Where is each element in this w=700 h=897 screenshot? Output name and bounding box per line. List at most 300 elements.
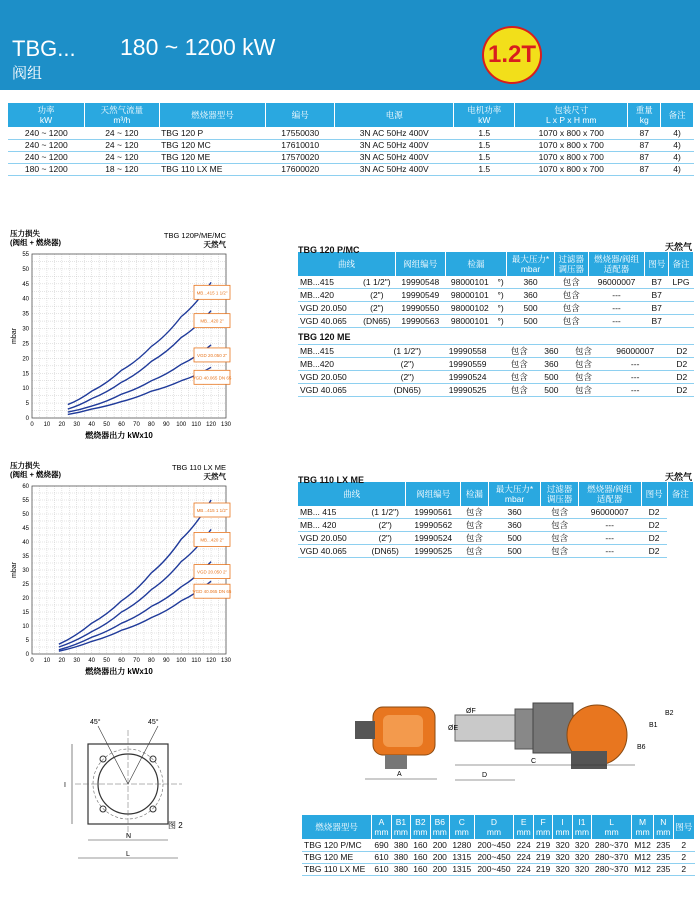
header-subtitle: 阀组	[12, 65, 43, 82]
valve-table-2-cell: D2	[641, 519, 667, 532]
valve-table-1-sub-cell: 500	[536, 384, 566, 397]
valve-table-2-cell: MB... 415	[298, 506, 365, 519]
chart-ytick: 25	[22, 582, 29, 588]
chart-ytick: 40	[22, 296, 29, 303]
model-title: TBG...	[12, 36, 76, 61]
dimension-table-cell: 200	[430, 863, 449, 875]
chart-ylabel-top2: (阀组 + 燃烧器)	[10, 470, 62, 479]
model-table-cell: 240 ~ 1200	[8, 127, 85, 139]
valve-table-2-cell: 19990562	[406, 519, 461, 532]
valve-table-1-cell: VGD 20.050	[298, 302, 358, 315]
dimension-table-header: N mm	[654, 815, 673, 839]
valve-table-header: 图号	[645, 252, 669, 276]
chart-title: TBG 110 LX ME	[171, 463, 226, 472]
model-table-header: 功率 kW	[8, 103, 85, 127]
chart-series-line	[59, 500, 211, 644]
model-table-cell: 240 ~ 1200	[8, 139, 85, 151]
model-table-cell: TBG 120 P	[159, 127, 266, 139]
chart-ytick: 10	[22, 624, 29, 630]
chart-xtick: 120	[206, 658, 217, 664]
chart-xtick: 50	[103, 658, 110, 664]
angle-label-left: 45°	[90, 719, 101, 726]
dimension-table-header: E mm	[514, 815, 533, 839]
valve-table-1-cell: ---	[588, 315, 645, 328]
dimension-table-header: I1 mm	[572, 815, 591, 839]
dimension-table-cell: 380	[391, 863, 410, 875]
valve-table-1-cell: ---	[588, 289, 645, 302]
angle-line	[128, 726, 158, 784]
dimension-table-cell: 235	[654, 839, 673, 851]
model-table-cell: 87	[628, 151, 661, 163]
valve-table-1-sub-cell: 包含	[566, 358, 601, 371]
valve-table-header: 阀组编号	[406, 482, 461, 506]
chart-ytick: 5	[25, 401, 29, 408]
chart-xtick: 110	[191, 658, 201, 664]
dimension-table-cell: 2	[673, 863, 695, 875]
dimension-table-cell: 200~450	[474, 863, 514, 875]
model-table-cell: 1.5	[454, 139, 515, 151]
chart-series-label: MB...415 1 1/2"	[196, 508, 228, 513]
valve-table-1-sub-cell: (2")	[381, 371, 433, 384]
chart-ylabel-top2: (阀组 + 燃烧器)	[10, 238, 62, 247]
chart-series-label: MB...420 2"	[200, 318, 224, 324]
valve-table-1-row	[298, 302, 694, 315]
dimension-table-cell: 219	[533, 863, 552, 875]
valve-table-1-cell	[669, 289, 694, 302]
chart-xtick: 30	[73, 422, 81, 428]
capacity-badge: 1.2T	[482, 26, 542, 84]
valve-table-1-cell: (1 1/2")	[358, 276, 395, 289]
valve-table-1-cell: B7	[645, 289, 669, 302]
model-table-cell: 24 ~ 120	[85, 151, 160, 163]
dimension-table-cell: 2	[673, 839, 695, 851]
dimension-table-cell: 320	[572, 851, 591, 863]
angle-label-right: 45°	[148, 719, 159, 726]
valve-table-1-sub-title: TBG 120 ME	[298, 332, 351, 342]
chart-ytick: 15	[22, 610, 29, 616]
valve-table-1-title: TBG 120 P/MC	[298, 245, 360, 255]
valve-table-2-cell: 包含	[461, 532, 489, 545]
dimension-table-cell: 1280	[450, 839, 475, 851]
valve-table-header: 检漏	[445, 252, 507, 276]
chart-ytick: 55	[22, 252, 29, 258]
model-table-cell: 87	[628, 139, 661, 151]
valve-table-header: 备注	[669, 252, 694, 276]
valve-table-1-cell: VGD 40.065	[298, 315, 358, 328]
dimension-table-header: F mm	[533, 815, 552, 839]
valve-table-1-cell: 19990550	[396, 302, 446, 315]
dim-l: L	[126, 851, 130, 858]
chart-xtick: 100	[176, 422, 187, 428]
valve-table-1-cell: 包含	[554, 289, 588, 302]
valve-table-1-cell: 360	[507, 289, 555, 302]
model-table	[8, 103, 694, 176]
valve-table-1-cell: MB...420	[298, 289, 358, 302]
chart-ytick: 30	[22, 326, 29, 333]
valve-table-2-cell: 19990561	[406, 506, 461, 519]
dim-n: N	[126, 833, 132, 840]
dimension-table-cell: 610	[372, 851, 391, 863]
valve-table-1-sub-cell: ---	[601, 358, 670, 371]
valve-table-1-cell: (DN65)	[358, 315, 395, 328]
valve-table-2-cell: 500	[488, 545, 541, 558]
dimension-table-cell: 610	[372, 863, 391, 875]
valve-table-1-cell: °)	[495, 289, 507, 302]
chart-series-line	[68, 282, 211, 404]
power-range: 180 ~ 1200 kW	[120, 34, 276, 60]
valve-table-1-sub-cell: D2	[670, 371, 695, 384]
valve-table-1-sub-cell: 包含	[566, 345, 601, 358]
model-table-cell: 1.5	[454, 163, 515, 175]
model-table-header: 燃烧器型号	[159, 103, 266, 127]
chart-xtick: 80	[148, 658, 155, 664]
dimension-table-cell: 160	[411, 839, 430, 851]
model-table-cell: 1.5	[454, 127, 515, 139]
model-table-row	[8, 139, 694, 151]
valve-table-2-cell: 包含	[461, 506, 489, 519]
chart-ytick: 15	[22, 371, 29, 378]
pressure-chart-tbg120	[8, 228, 238, 446]
dimension-table-cell: 280~370	[592, 863, 632, 875]
valve-table-header: 过滤器 调压器	[541, 482, 578, 506]
model-table-cell: 1.5	[454, 151, 515, 163]
model-table-cell: TBG 110 LX ME	[159, 163, 266, 175]
dimension-table-cell: 200~450	[474, 851, 514, 863]
dimension-table-header: B2 mm	[411, 815, 430, 839]
dimension-table-cell: TBG 120 ME	[302, 851, 372, 863]
valve-table-1-sub-cell: 包含	[502, 345, 537, 358]
valve-table-1-cell: 360	[507, 276, 555, 289]
valve-table-1-cell: 98000101	[445, 315, 495, 328]
model-table-cell: 87	[628, 163, 661, 175]
chart-xtick: 40	[88, 422, 96, 428]
burner-gas-port	[385, 755, 407, 769]
valve-table-2-row	[298, 506, 694, 519]
bolt-hole	[100, 806, 106, 812]
dimension-table-cell: 320	[553, 839, 572, 851]
model-table-cell: 17610010	[266, 139, 334, 151]
dimension-table-cell: 200	[430, 851, 449, 863]
chart-series-line	[59, 529, 211, 647]
dimension-table-header: C mm	[450, 815, 475, 839]
model-table-cell: 1070 x 800 x 700	[515, 163, 628, 175]
chart-ytick: 20	[22, 356, 29, 363]
dimension-table-cell: 224	[514, 863, 533, 875]
dim-a: A	[397, 771, 402, 778]
valve-table-2-row	[298, 545, 694, 558]
chart-xtick: 10	[43, 422, 51, 428]
dimension-table-cell: 1315	[450, 851, 475, 863]
dimension-table-header: M mm	[632, 815, 654, 839]
dimension-table-header: 图号	[673, 815, 695, 839]
pressure-chart-tbg110	[8, 460, 238, 682]
valve-table-1-sub-cell: (2")	[381, 358, 433, 371]
valve-table-2-cell: VGD 20.050	[298, 532, 365, 545]
chart-xtick: 130	[220, 422, 232, 428]
valve-table-header: 燃烧器/阀组 适配器	[578, 482, 641, 506]
valve-table-2-cell: 包含	[541, 532, 578, 545]
chart-xlabel: 燃烧器出力 kWx10	[85, 431, 153, 440]
dimension-table-cell: 380	[391, 851, 410, 863]
valve-table-1-cell	[669, 302, 694, 315]
valve-table-2-cell: 360	[488, 519, 541, 532]
valve-table-1-cell: 500	[507, 302, 555, 315]
chart-ytick: 0	[25, 416, 29, 422]
model-table-cell: 1070 x 800 x 700	[515, 139, 628, 151]
valve-table-header: 图号	[641, 482, 667, 506]
chart-xtick: 60	[118, 422, 125, 428]
valve-table-1-cell: 包含	[554, 315, 588, 328]
valve-table-1-row	[298, 315, 694, 328]
valve-table-2-cell: MB... 420	[298, 519, 365, 532]
valve-table-1-sub-cell: 包含	[566, 371, 601, 384]
model-table-header: 备注	[661, 103, 694, 127]
chart-series-label: MB...420 2"	[200, 537, 224, 543]
chart-title: TBG 120P/ME/MC	[163, 231, 226, 240]
valve-table-1-cell: 19990549	[396, 289, 446, 302]
dimension-table-cell: TBG 110 LX ME	[302, 863, 372, 875]
chart-ytick: 5	[25, 638, 29, 644]
model-table-cell: 4)	[661, 163, 694, 175]
valve-table-1-sub-cell: (DN65)	[381, 384, 433, 397]
valve-table-header: 曲线	[298, 482, 406, 506]
valve-table-1-sub-cell: 96000007	[601, 345, 670, 358]
chart-ytick: 60	[22, 484, 29, 490]
valve-table-header: 燃烧器/阀组 适配器	[588, 252, 645, 276]
dimension-table-cell: 320	[553, 851, 572, 863]
valve-table-1-sub-cell: MB...415	[298, 345, 381, 358]
valve-table-1-cell: 98000101	[445, 276, 495, 289]
valve-table-2-cell: ---	[578, 545, 641, 558]
valve-table-1-cell: B7	[645, 276, 669, 289]
dimension-table-header: 燃烧器型号	[302, 815, 372, 839]
chart-xtick: 80	[148, 422, 155, 428]
dimension-table-header: A mm	[372, 815, 391, 839]
page-header	[0, 0, 700, 90]
chart-xtick: 50	[103, 422, 110, 428]
dimension-table-cell: 235	[654, 851, 673, 863]
model-table-cell: 24 ~ 120	[85, 139, 160, 151]
valve-table-2-cell: (1 1/2")	[365, 506, 406, 519]
dimension-table-header: B6 mm	[430, 815, 449, 839]
model-table-header: 电机功率 kW	[454, 103, 515, 127]
model-table-cell: TBG 120 MC	[159, 139, 266, 151]
valve-table-1-sub-cell: 包含	[502, 358, 537, 371]
chart-ytick: 25	[22, 341, 29, 348]
model-table-cell: 4)	[661, 151, 694, 163]
dimension-table	[302, 815, 695, 876]
model-table-cell: 17600020	[266, 163, 334, 175]
chart-ytick: 0	[25, 652, 29, 658]
valve-table-2-title: TBG 110 LX ME	[298, 475, 365, 485]
dimension-table-cell: 320	[572, 839, 591, 851]
burner-cover	[383, 715, 423, 747]
model-table-header: 天然气流量 m³/h	[85, 103, 160, 127]
valve-table-1-sub-cell: 19990524	[433, 371, 502, 384]
dimension-table-cell: M12	[632, 863, 654, 875]
valve-table-1-row	[298, 276, 694, 289]
chart-xtick: 70	[133, 658, 140, 664]
valve-table-header: 阀组编号	[396, 252, 446, 276]
chart-xtick: 20	[58, 658, 66, 664]
bolt-hole	[150, 756, 156, 762]
valve-table-2-cell: ---	[578, 519, 641, 532]
valve-table-2-cell: 360	[488, 506, 541, 519]
flange-drawing	[50, 712, 200, 882]
dim-d: D	[482, 772, 488, 779]
chart-xtick: 30	[73, 658, 81, 664]
dimension-table-header: I mm	[553, 815, 572, 839]
valve-table-1-cell: 19990548	[396, 276, 446, 289]
valve-table-1-sub-cell: (1 1/2")	[381, 345, 433, 358]
dimension-table-cell: 280~370	[592, 851, 632, 863]
valve-table-1-sub-cell: VGD 20.050	[298, 371, 381, 384]
dimension-table-cell: 200~450	[474, 839, 514, 851]
model-table-row	[8, 127, 694, 139]
chart-ytick: 45	[22, 526, 29, 532]
valve-table-2-cell: 包含	[461, 545, 489, 558]
model-table-header: 包装尺寸 L x P x H mm	[515, 103, 628, 127]
model-table-cell: 17570020	[266, 151, 334, 163]
dim-e: ØE	[448, 725, 459, 732]
model-table-cell: 18 ~ 120	[85, 163, 160, 175]
chart-xtick: 90	[162, 422, 170, 428]
valve-table-2-cell: (DN65)	[365, 545, 406, 558]
dimension-table-cell: 1315	[450, 863, 475, 875]
valve-table-2-cell: D2	[641, 545, 667, 558]
valve-table-1-sub-cell: D2	[670, 358, 695, 371]
valve-table-1-sub-cell: ---	[601, 384, 670, 397]
valve-table-header: 曲线	[298, 252, 396, 276]
valve-table-2-row	[298, 519, 694, 532]
valve-table-1-sub-cell: ---	[601, 371, 670, 384]
chart-xtick: 90	[162, 658, 170, 664]
dim-b1: B1	[649, 722, 658, 729]
chart-xtick: 40	[88, 658, 96, 664]
valve-table-1-sub-cell: D2	[670, 345, 695, 358]
valve-table-2-cell: ---	[578, 532, 641, 545]
valve-table-header: 检漏	[461, 482, 489, 506]
dimension-table-cell: M12	[632, 851, 654, 863]
dimension-table-cell: 320	[572, 863, 591, 875]
model-table-cell: 180 ~ 1200	[8, 163, 85, 175]
chart-ytick: 50	[22, 266, 29, 273]
valve-table-1-gas: 天然气	[664, 242, 692, 252]
chart-series-label: VGD 20.050 2"	[196, 569, 228, 575]
model-table-cell: 4)	[661, 139, 694, 151]
valve-table-1-sub-cell: MB...420	[298, 358, 381, 371]
model-table-cell: 3N AC 50Hz 400V	[334, 139, 454, 151]
dim-b6: B6	[637, 744, 646, 751]
valve-table-1-cell: B7	[645, 315, 669, 328]
blast-tube	[455, 715, 515, 741]
model-table-cell: 1070 x 800 x 700	[515, 127, 628, 139]
model-table-cell: 240 ~ 1200	[8, 151, 85, 163]
model-table-cell: 3N AC 50Hz 400V	[334, 151, 454, 163]
bolt-hole	[100, 756, 106, 762]
figure-caption: 图 2	[168, 821, 183, 830]
chart-xtick: 60	[118, 658, 125, 664]
chart-ytick: 10	[22, 386, 29, 393]
dimension-table-cell: TBG 120 P/MC	[302, 839, 372, 851]
chart-xtick: 0	[30, 658, 34, 664]
valve-table-1-cell: °)	[495, 276, 507, 289]
dimension-table-cell: 280~370	[592, 839, 632, 851]
valve-table-2-gas: 天然气	[664, 472, 692, 482]
dimension-table-row	[302, 863, 695, 875]
valve-table-2	[298, 470, 694, 558]
valve-table-2-cell: 包含	[541, 506, 578, 519]
dimension-table-cell: 160	[411, 851, 430, 863]
valve-table-1-cell: (2")	[358, 302, 395, 315]
chart-xtick: 130	[220, 658, 232, 664]
bolt-hole	[150, 806, 156, 812]
dimension-table-cell: M12	[632, 839, 654, 851]
chart-xtick: 0	[30, 422, 34, 428]
valve-table-1-sub-cell: 包含	[566, 384, 601, 397]
valve-table-1-sub-row	[298, 345, 694, 358]
valve-table-1-sub-cell: 19990559	[433, 358, 502, 371]
valve-table-2-cell: 包含	[541, 519, 578, 532]
valve-table-2-cell: 500	[488, 532, 541, 545]
model-table-cell: 3N AC 50Hz 400V	[334, 163, 454, 175]
valve-table-2-cell: VGD 40.065	[298, 545, 365, 558]
valve-table-2-cell: 96000007	[578, 506, 641, 519]
chart-subtitle: 天然气	[203, 472, 226, 481]
dimension-table-cell: 690	[372, 839, 391, 851]
model-table-cell: 24 ~ 120	[85, 127, 160, 139]
dimension-table-cell: 224	[514, 839, 533, 851]
dimension-table-header: L mm	[592, 815, 632, 839]
burner-motor	[355, 721, 375, 739]
dim-b2: B2	[665, 710, 674, 717]
dimension-table-cell: 320	[553, 863, 572, 875]
chart-series-label: VGD 20.050 2"	[196, 352, 228, 358]
valve-table-2-cell: 包含	[461, 519, 489, 532]
valve-table-1-cell: 包含	[554, 276, 588, 289]
valve-table-2-cell: (2")	[365, 532, 406, 545]
valve-table-1-sub-cell: 包含	[502, 384, 537, 397]
gas-train	[533, 703, 573, 753]
chart-ytick: 30	[22, 568, 29, 574]
valve-table-2-row	[298, 532, 694, 545]
dimension-table-row	[302, 839, 695, 851]
chart-xtick: 20	[58, 422, 66, 428]
valve-table-1-cell: ---	[588, 302, 645, 315]
dimension-table-cell: 2	[673, 851, 695, 863]
valve-table-1-sub-cell: 360	[536, 345, 566, 358]
valve-table-2-cell: (2")	[365, 519, 406, 532]
model-table-cell: 87	[628, 127, 661, 139]
valve-table-1-cell: B7	[645, 302, 669, 315]
valve-table-1-sub-row	[298, 358, 694, 371]
angle-line	[98, 726, 128, 784]
valve-table-2-cell: 包含	[541, 545, 578, 558]
chart-xtick: 70	[133, 422, 140, 428]
model-table-header: 重量 kg	[628, 103, 661, 127]
model-table-cell: 17550030	[266, 127, 334, 139]
model-table-row	[8, 151, 694, 163]
dim-f: ØF	[466, 708, 476, 715]
dimension-table-cell: 380	[391, 839, 410, 851]
burner-dimension-drawing	[345, 695, 695, 795]
chart-ytick: 20	[22, 596, 29, 602]
valve-table-1-cell: 19990563	[396, 315, 446, 328]
valve-table-1-sub-cell: 360	[536, 358, 566, 371]
valve-table-1-sub-row	[298, 371, 694, 384]
valve-table-1-sub-cell: 500	[536, 371, 566, 384]
chart-subtitle: 天然气	[203, 240, 226, 249]
